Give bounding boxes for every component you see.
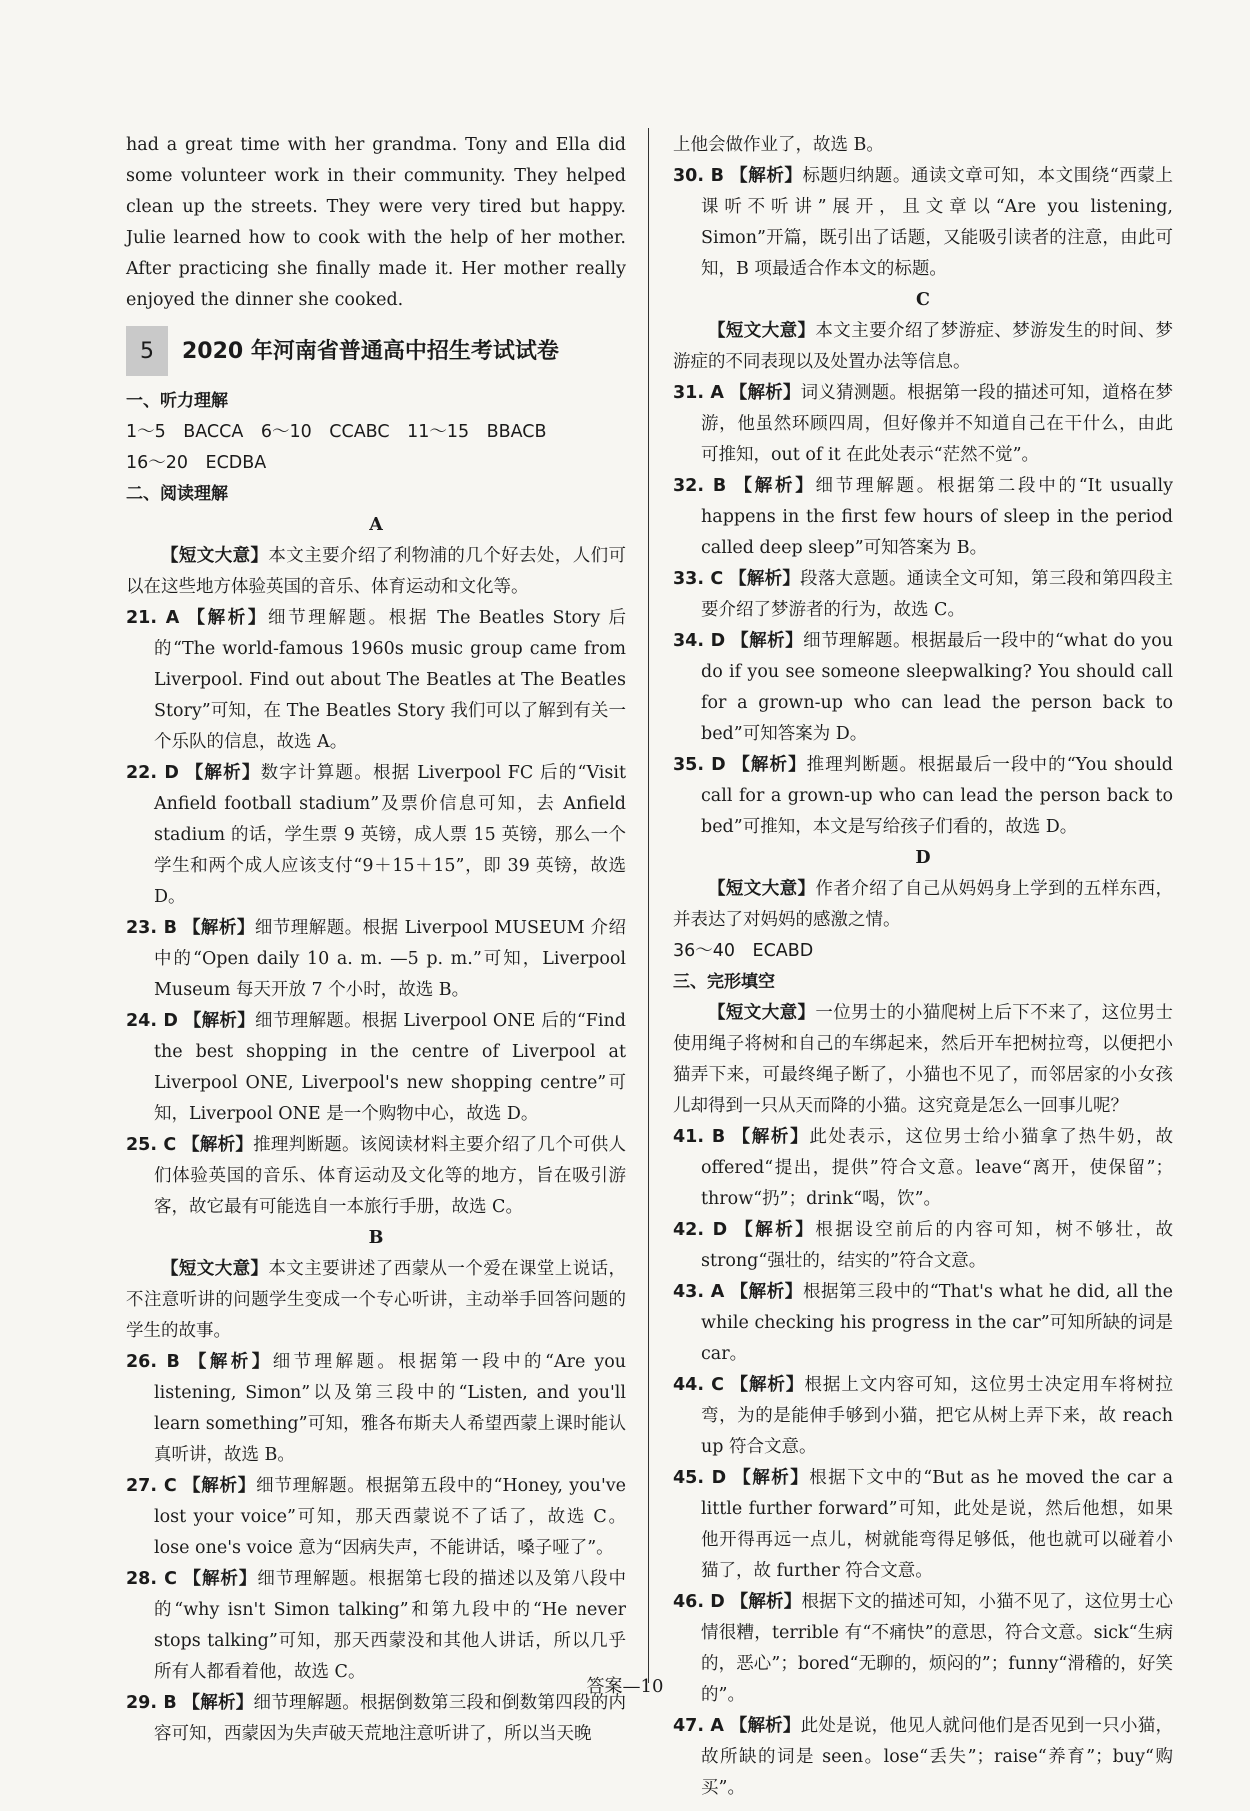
answer-number: 21. A [126, 608, 180, 628]
exam-number-badge: 5 [126, 326, 168, 376]
summary-c [673, 316, 1173, 378]
section-heading-reading: 二、阅读理解 [126, 484, 228, 504]
answer-26 [126, 1347, 626, 1471]
answer-text: 数字计算题。根据 Liverpool FC 后的“Visit Anfield football stadium”及票价信息可知，去 Anfield stadium 的话，学生票 9 英镑，成人票 15 英镑，那么一个学生和两个成人应该支付“9＋15＋15”，即 39 英镑，故选 D。 [154, 763, 626, 907]
answer-34 [673, 626, 1173, 750]
answer-text: 细节理解题。根据第一段中的“Are you listening, Simon”以及第三段中的“Listen, and you'll learn something”可知，雅各布斯夫人希望西蒙上课时能认真听讲，故选 B。 [154, 1352, 627, 1465]
analysis-tag: 【解析】 [735, 1220, 816, 1240]
analysis-tag: 【解析】 [734, 476, 816, 496]
summary-tag: 【短文大意】 [708, 1003, 816, 1023]
analysis-tag: 【解析】 [183, 1569, 258, 1589]
right-column [673, 130, 1173, 1804]
answer-text: 细节理解题。根据倒数第三段和倒数第四段的内容可知，西蒙因为失声破天荒地注意听讲了，所以当天晚 [154, 1693, 626, 1744]
answer-number: 23. B [126, 918, 177, 938]
summary-d [673, 874, 1173, 936]
analysis-tag: 【解析】 [185, 763, 261, 783]
answer-number: 31. A [673, 383, 724, 403]
answer-47 [673, 1711, 1173, 1804]
part-label-a: A [369, 515, 383, 535]
answer-text: 细节理解题。根据 Liverpool ONE 后的“Find the best shopping in the centre of Liverpool at Liverpool ONE, Liverpool's new shopping centre”可知，Liverpool ONE 是一个购物中心，故选 D。 [154, 1011, 627, 1124]
intro-paragraph: had a great time with her grandma. Tony and Ella did some volunteer work in their community. They helped clean up the streets. They were very tired but happy. Julie learned how to cook with the help of her mother. After practicing she finally made it. Her mother really enjoyed the dinner she cooked. [126, 135, 626, 310]
answer-text: 细节理解题。根据最后一段中的“what do you do if you see someone sleepwalking? You should call for a grown-up who can lead the person back to bed”可知答案为 D。 [701, 631, 1174, 744]
answer-number: 33. C [673, 569, 724, 589]
analysis-tag: 【解析】 [730, 1282, 803, 1302]
answer-number: 29. B [126, 1693, 177, 1713]
summary-text: 本文主要讲述了西蒙从一个爱在课堂上说话，不注意听讲的问题学生变成一个专心听讲，主动举手回答问题的学生的故事。 [126, 1259, 627, 1341]
answer-text: 推理判断题。该阅读材料主要介绍了几个可供人们体验英国的音乐、体育运动及文化等的地方，旨在吸引游客，故它最有可能选自一本旅行手册，故选 C。 [154, 1135, 627, 1217]
analysis-tag: 【解析】 [732, 1127, 810, 1147]
answer-33 [673, 564, 1173, 626]
summary-cloze [673, 998, 1173, 1122]
answer-22 [126, 758, 626, 913]
answer-text: 细节理解题。根据 The Beatles Story 后的“The world-famous 1960s music group came from Liverpool. Find out about The Beatles at The Beatles Story”可知，在 The Beatles Story 我们可以了解到有关一个乐队的信息，故选 A。 [154, 608, 626, 752]
answer-42 [673, 1215, 1173, 1277]
column-divider [648, 128, 649, 1683]
answer-number: 47. A [673, 1716, 724, 1736]
listening-answers-2: 16～20 ECDBA [126, 453, 267, 473]
answer-text: 根据上文内容可知，这位男士决定用车将树拉弯，为的是能伸手够到小猫，把它从树上弄下来，故 reach up 符合文意。 [701, 1375, 1173, 1457]
answer-number: 45. D [673, 1468, 727, 1488]
analysis-tag: 【解析】 [729, 569, 801, 589]
summary-text: 一位男士的小猫爬树上后下不来了，这位男士使用绳子将树和自己的车绑起来，然后开车把树拉弯，以便把小猫弄下来，可最终绳子断了，小猫也不见了，而邻居家的小女孩儿却得到一只从天而降的小猫。这究竟是怎么一回事儿呢？ [673, 1003, 1174, 1116]
part-label-c: C [916, 290, 930, 310]
answer-number: 35. D [673, 755, 726, 775]
answer-text: 此处表示，这位男士给小猫拿了热牛奶，故 offered“提出，提供”符合文意。leave“离开，使保留”；throw“扔”；drink“喝，饮”。 [701, 1127, 1174, 1209]
analysis-tag: 【解析】 [187, 608, 268, 628]
summary-tag: 【短文大意】 [708, 321, 816, 341]
analysis-tag: 【解析】 [182, 1693, 254, 1713]
answer-number: 25. C [126, 1135, 177, 1155]
answer-text: 根据设空前后的内容可知，树不够壮，故 strong“强壮的，结实的”符合文意。 [701, 1220, 1173, 1271]
answer-30 [673, 161, 1173, 285]
answer-25 [126, 1130, 626, 1223]
summary-text: 本文主要介绍了梦游症、梦游发生的时间、梦游症的不同表现以及处置办法等信息。 [673, 321, 1174, 372]
analysis-tag: 【解析】 [732, 755, 807, 775]
answer-text: 细节理解题。根据第二段中的“It usually happens in the first few hours of sleep in the period called deep sleep”可知答案为 B。 [701, 476, 1173, 558]
answer-28 [126, 1564, 626, 1688]
section-heading-cloze: 三、完形填空 [673, 972, 775, 992]
answer-31 [673, 378, 1173, 471]
answer-text: 推理判断题。根据最后一段中的“You should call for a grown-up who can lead the person back to bed”可推知，本文是写给孩子们看的，故选 D。 [701, 755, 1173, 837]
summary-tag: 【短文大意】 [161, 546, 269, 566]
summary-text: 本文主要介绍了利物浦的几个好去处，人们可以在这些地方体验英国的音乐、体育运动和文化等。 [126, 546, 627, 597]
answer-text: 段落大意题。通读全文可知，第三段和第四段主要介绍了梦游者的行为，故选 C。 [701, 569, 1174, 620]
analysis-tag: 【解析】 [182, 918, 255, 938]
summary-b [126, 1254, 626, 1347]
listening-answers-1: 1～5 BACCA 6～10 CCABC 11～15 BBACB [126, 422, 547, 442]
answer-text: 细节理解题。根据第五段中的“Honey, you've lost your voice”可知，那天西蒙说不了话了，故选 C。lose one's voice 意为“因病失声，不能讲话，嗓子哑了”。 [154, 1476, 627, 1558]
summary-a [126, 541, 626, 603]
answer-41 [673, 1122, 1173, 1215]
answer-number: 26. B [126, 1352, 180, 1372]
analysis-tag: 【解析】 [733, 1468, 810, 1488]
answer-text: 细节理解题。根据第七段的描述以及第八段中的“why isn't Simon talking”和第九段中的“He never stops talking”可知，那天西蒙没和其他人讲话，所以几乎所有人都看着他，故选 C。 [154, 1569, 626, 1682]
summary-tag: 【短文大意】 [161, 1259, 269, 1279]
exam-title-block [126, 326, 626, 376]
answer-44 [673, 1370, 1173, 1463]
answer-number: 32. B [673, 476, 727, 496]
answer-number: 43. A [673, 1282, 725, 1302]
answer-29-continued: 上他会做作业了，故选 B。 [673, 135, 884, 155]
answer-21 [126, 603, 626, 758]
analysis-tag: 【解析】 [183, 1011, 256, 1031]
answer-24 [126, 1006, 626, 1130]
part-label-b: B [368, 1228, 384, 1248]
answer-number: 46. D [673, 1592, 725, 1612]
answer-text: 此处是说，他见人就问他们是否见到一只小猫，故所缺的词是 seen。lose“丢失”；raise“养育”；buy“购买”。 [701, 1716, 1174, 1798]
left-column [126, 130, 626, 1750]
answer-number: 30. B [673, 166, 725, 186]
answer-number: 34. D [673, 631, 726, 651]
answer-number: 28. C [126, 1569, 177, 1589]
answer-35 [673, 750, 1173, 843]
answer-45 [673, 1463, 1173, 1587]
answer-number: 44. C [673, 1375, 724, 1395]
analysis-tag: 【解析】 [729, 1716, 801, 1736]
answer-number: 42. D [673, 1220, 728, 1240]
analysis-tag: 【解析】 [731, 631, 804, 651]
answer-text: 根据第三段中的“That's what he did, all the while checking his progress in the car”可知所缺的词是 car。 [701, 1282, 1174, 1364]
analysis-tag: 【解析】 [183, 1476, 257, 1496]
summary-text: 作者介绍了自己从妈妈身上学到的五样东西，并表达了对妈妈的感激之情。 [673, 879, 1174, 930]
answer-23 [126, 913, 626, 1006]
answer-number: 27. C [126, 1476, 177, 1496]
answer-text: 细节理解题。根据 Liverpool MUSEUM 介绍中的“Open daily 10 a. m. —5 p. m.”可知，Liverpool Museum 每天开放 7 个小时，故选 B。 [154, 918, 626, 1000]
page-footer: 答案—10 [586, 1676, 664, 1697]
answers-36-40: 36～40 ECABD [673, 941, 814, 961]
section-heading-listening: 一、听力理解 [126, 391, 228, 411]
analysis-tag: 【解析】 [729, 383, 801, 403]
part-label-d: D [915, 848, 931, 868]
answer-text: 根据下文中的“But as he moved the car a little further forward”可知，此处是说，然后他想，如果他开得再远一点儿，树就能弯得足够低，他也就可以碰着小猫了，故 further 符合文意。 [701, 1468, 1173, 1581]
answer-number: 41. B [673, 1127, 726, 1147]
analysis-tag: 【解析】 [730, 1375, 805, 1395]
analysis-tag: 【解析】 [182, 1135, 254, 1155]
answer-number: 24. D [126, 1011, 178, 1031]
answer-text: 根据下文的描述可知，小猫不见了，这位男士心情很糟，terrible 有“不痛快”的意思，符合文意。sick“生病的，恶心”；bored“无聊的，烦闷的”；funny“滑稽的，好笑的”。 [701, 1592, 1174, 1705]
analysis-tag: 【解析】 [730, 166, 803, 186]
summary-tag: 【短文大意】 [708, 879, 816, 899]
answer-number: 22. D [126, 763, 179, 783]
answer-43 [673, 1277, 1173, 1370]
answer-27 [126, 1471, 626, 1564]
answer-32 [673, 471, 1173, 564]
analysis-tag: 【解析】 [730, 1592, 802, 1612]
analysis-tag: 【解析】 [188, 1352, 273, 1372]
answer-text: 标题归纳题。通读文章可知，本文围绕“西蒙上课听不听讲”展开，且文章以“Are you listening, Simon”开篇，既引出了话题，又能吸引读者的注意，由此可知，B 项最适合作本文的标题。 [701, 166, 1173, 279]
exam-title: 2020 年河南省普通高中招生考试试卷 [182, 338, 559, 364]
answer-text: 词义猜测题。根据第一段的描述可知，道格在梦游，他虽然环顾四周，但好像并不知道自己在干什么，由此可推知，out of it 在此处表示“茫然不觉”。 [701, 383, 1174, 465]
